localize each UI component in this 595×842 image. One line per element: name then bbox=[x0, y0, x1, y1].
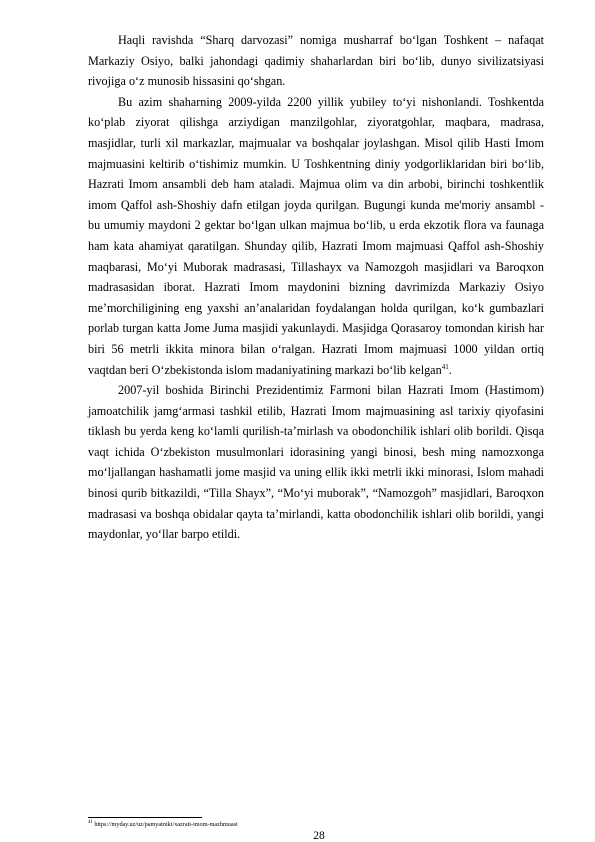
footnote-separator bbox=[88, 817, 202, 818]
paragraph-3: 2007-yil boshida Birinchi Prezidentimiz Farmoni bilan Hazrati Imom (Hastimom) jamoatchilik jamg‘armasi tashkil etilib, Hazrati Imom majmuasining asl tarixiy qiyofasini tiklash bu yerda keng ko‘lamli qurilish-ta’mirlash va obodonchilik ishlari olib borildi. Qisqa vaqt ichida O‘zbekiston musulmonlari idorasining yangi binosi, besh ming namozxonga mo‘ljallangan hashamatli jome masjid va uning ellik ikki metrli ikki minorasi, Islom mahadi binosi qurib bitkazildi, “Tilla Shayx”, “Mo‘yi muborak”, “Namozgoh” masjidlari, Baroqxon madrasasi va boshqa obidalar qayta ta’mirlandi, katta obodonchilik ishlari olib borildi, yangi maydonlar, yo‘llar barpo etildi. bbox=[88, 383, 544, 542]
body-text bbox=[88, 30, 544, 545]
paragraph-2 bbox=[88, 92, 544, 380]
footnote-reference[interactable]: 41 bbox=[441, 362, 449, 371]
paragraph-2-end: . bbox=[448, 362, 452, 377]
page-number: 28 bbox=[313, 830, 325, 842]
footnote bbox=[88, 821, 548, 829]
footnote-link[interactable]: https://myday.uz/uz/pamyatniki/xazrati-imom-mazhmuasi bbox=[92, 821, 238, 828]
paragraph-2-text: Bu azim shaharning 2009-yilda 2200 yillik yubiley to‘yi nishonlandi. Toshkentda ko‘plab ziyorat qilishga arziydigan manzilgohlar, ziyoratgohlar, maqbara, madrasa, masjidlar, turli xil markazlar, majmualar va boshqalar joylashgan. Misol qilib Hasti Imom majmuasini keltirib o‘tishimiz mumkin. U Toshkentning diniy yodgorliklaridan biri bo‘lib, Hazrati Imom ansambli deb ham ataladi. Majmua olim va din arbobi, birinchi toshkentlik imom Qaffol ash-Shoshiy dafn etilgan joyda qurilgan. Bugungi kunda me'moriy ansambl - bu umumiy maydoni 2 gektar bo‘lgan ulkan majmua bo‘lib, u erda ekzotik flora va faunaga ham kata ahamiyat qaratilgan. Shunday qilib, Hazrati Imom majmuasi Qaffol ash-Shoshiy maqbarasi, Mo‘yi Muborak madrasasi, Tillashayx va Namozgoh masjidlari va Baroqxon madrasasidan iborat. Hazrati Imom maydonini bizning davrimizda Markaziy Osiyo me’morchiligining eng yaxshi an’analaridan foydalangan holda qurilgan, ko‘k gumbazlari porlab turgan katta Jome Juma masjidi yakunlaydi. Masjidga Qorasaroy tomondan kirish har biri 56 metrli ikkita minora bilan o‘ralgan. Hazrati Imom majmuasi 1000 yildan ortiq vaqtdan beri O‘zbekistonda islom madaniyatining markazi bo‘lib kelgan bbox=[88, 94, 544, 377]
paragraph-1: Haqli ravishda “Sharq darvozasi” nomiga musharraf bo‘lgan Toshkent – nafaqat Markaziy Osiyo, balki jahondagi qadimiy shaharlardan biri bo‘lib, dunyo sivilizatsiyasi rivojiga o‘z munosib hissasini qo‘shgan. bbox=[88, 33, 544, 89]
footnote-marker: 41 bbox=[88, 819, 93, 825]
